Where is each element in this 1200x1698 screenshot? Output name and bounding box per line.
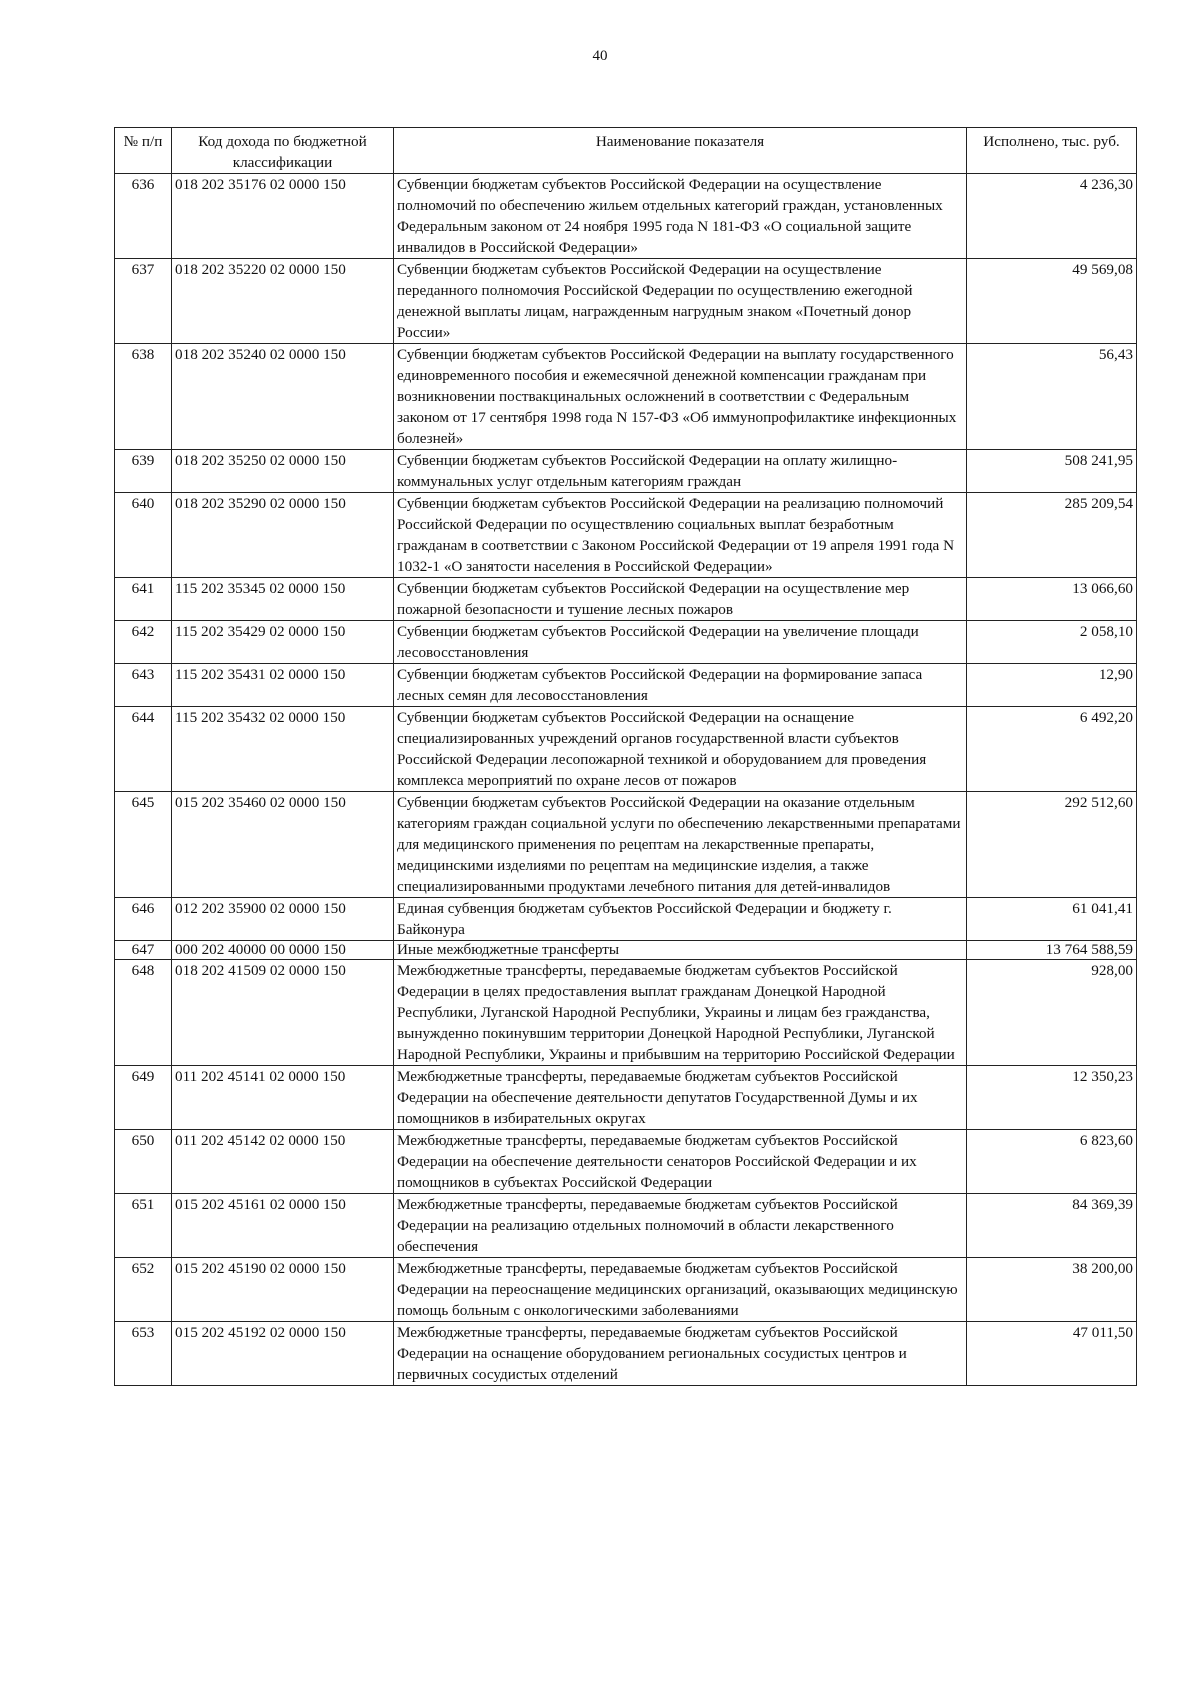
table-row (115, 707, 1137, 792)
revenue-code-cell: 115 202 35431 02 0000 150 (172, 664, 394, 707)
revenue-code-cell: 018 202 35240 02 0000 150 (172, 344, 394, 450)
row-number-cell: 647 (115, 941, 172, 960)
revenue-code-cell: 011 202 45142 02 0000 150 (172, 1130, 394, 1194)
header-row-number: № п/п (115, 128, 172, 174)
revenue-code-cell: 015 202 35460 02 0000 150 (172, 792, 394, 898)
indicator-name-cell: Межбюджетные трансферты, передаваемые бюджетам субъектов Российской Федерации в целях предоставления выплат гражданам Донецкой Народной Республики, Луганской Народной Республики, Украины и лицам без гражданства, вынужденно покинувшим территории Донецкой Народной Республики, Луганской Народной Республики, Украины и прибывшим на территорию Российской Федерации (394, 960, 967, 1066)
row-number-cell: 643 (115, 664, 172, 707)
table-row (115, 621, 1137, 664)
table-row (115, 1194, 1137, 1258)
table-row (115, 1130, 1137, 1194)
revenue-code-cell: 012 202 35900 02 0000 150 (172, 898, 394, 941)
executed-amount-cell: 12 350,23 (967, 1066, 1137, 1130)
indicator-name-cell: Межбюджетные трансферты, передаваемые бюджетам субъектов Российской Федерации на реализацию отдельных полномочий в области лекарственного обеспечения (394, 1194, 967, 1258)
table-header-row (115, 128, 1137, 174)
revenue-code-cell: 015 202 45161 02 0000 150 (172, 1194, 394, 1258)
indicator-name-cell: Субвенции бюджетам субъектов Российской Федерации на оплату жилищно-коммунальных услуг отдельным категориям граждан (394, 450, 967, 493)
row-number-cell: 646 (115, 898, 172, 941)
header-executed-amount: Исполнено, тыс. руб. (967, 128, 1137, 174)
executed-amount-cell: 38 200,00 (967, 1258, 1137, 1322)
executed-amount-cell: 61 041,41 (967, 898, 1137, 941)
executed-amount-cell: 49 569,08 (967, 259, 1137, 344)
indicator-name-cell: Межбюджетные трансферты, передаваемые бюджетам субъектов Российской Федерации на оснащение оборудованием региональных сосудистых центров и первичных сосудистых отделений (394, 1322, 967, 1386)
revenue-code-cell: 015 202 45192 02 0000 150 (172, 1322, 394, 1386)
executed-amount-cell: 4 236,30 (967, 174, 1137, 259)
header-indicator-name: Наименование показателя (394, 128, 967, 174)
row-number-cell: 648 (115, 960, 172, 1066)
table-row (115, 941, 1137, 960)
revenue-code-cell: 018 202 35290 02 0000 150 (172, 493, 394, 578)
table-body (115, 174, 1137, 1386)
executed-amount-cell: 6 823,60 (967, 1130, 1137, 1194)
table-row (115, 450, 1137, 493)
executed-amount-cell: 13 764 588,59 (967, 941, 1137, 960)
row-number-cell: 640 (115, 493, 172, 578)
row-number-cell: 651 (115, 1194, 172, 1258)
executed-amount-cell: 56,43 (967, 344, 1137, 450)
indicator-name-cell: Межбюджетные трансферты, передаваемые бюджетам субъектов Российской Федерации на обеспечение деятельности сенаторов Российской Федерации и их помощников в субъектах Российской Федерации (394, 1130, 967, 1194)
revenue-code-cell: 018 202 35220 02 0000 150 (172, 259, 394, 344)
executed-amount-cell: 6 492,20 (967, 707, 1137, 792)
executed-amount-cell: 13 066,60 (967, 578, 1137, 621)
row-number-cell: 636 (115, 174, 172, 259)
row-number-cell: 652 (115, 1258, 172, 1322)
revenue-code-cell: 018 202 35176 02 0000 150 (172, 174, 394, 259)
revenue-code-cell: 018 202 41509 02 0000 150 (172, 960, 394, 1066)
row-number-cell: 639 (115, 450, 172, 493)
executed-amount-cell: 508 241,95 (967, 450, 1137, 493)
indicator-name-cell: Межбюджетные трансферты, передаваемые бюджетам субъектов Российской Федерации на обеспечение деятельности депутатов Государственной Думы и их помощников в избирательных округах (394, 1066, 967, 1130)
indicator-name-cell: Субвенции бюджетам субъектов Российской Федерации на осуществление переданного полномочия Российской Федерации по осуществлению ежегодной денежной выплаты лицам, награжденным нагрудным знаком «Почетный донор России» (394, 259, 967, 344)
executed-amount-cell: 928,00 (967, 960, 1137, 1066)
indicator-name-cell: Межбюджетные трансферты, передаваемые бюджетам субъектов Российской Федерации на переоснащение медицинских организаций, оказывающих медицинскую помощь больным с онкологическими заболеваниями (394, 1258, 967, 1322)
indicator-name-cell: Субвенции бюджетам субъектов Российской Федерации на осуществление полномочий по обеспечению жильем отдельных категорий граждан, установленных Федеральным законом от 24 ноября 1995 года N 181-ФЗ «О социальной защите инвалидов в Российской Федерации» (394, 174, 967, 259)
table-row (115, 174, 1137, 259)
revenue-code-cell: 115 202 35429 02 0000 150 (172, 621, 394, 664)
row-number-cell: 649 (115, 1066, 172, 1130)
executed-amount-cell: 84 369,39 (967, 1194, 1137, 1258)
table-row (115, 1066, 1137, 1130)
table-row (115, 792, 1137, 898)
indicator-name-cell: Субвенции бюджетам субъектов Российской Федерации на оказание отдельным категориям граждан социальной услуги по обеспечению лекарственными препаратами для медицинского применения по рецептам на лекарственные препараты, медицинскими изделиями по рецептам на медицинские изделия, а также специализированными продуктами лечебного питания для детей-инвалидов (394, 792, 967, 898)
table-row (115, 898, 1137, 941)
revenue-code-cell: 018 202 35250 02 0000 150 (172, 450, 394, 493)
row-number-cell: 645 (115, 792, 172, 898)
row-number-cell: 642 (115, 621, 172, 664)
row-number-cell: 641 (115, 578, 172, 621)
revenue-code-cell: 115 202 35345 02 0000 150 (172, 578, 394, 621)
executed-amount-cell: 12,90 (967, 664, 1137, 707)
indicator-name-cell: Субвенции бюджетам субъектов Российской Федерации на увеличение площади лесовосстановления (394, 621, 967, 664)
table-row (115, 1258, 1137, 1322)
table-row (115, 259, 1137, 344)
revenue-code-cell: 015 202 45190 02 0000 150 (172, 1258, 394, 1322)
table-row (115, 1322, 1137, 1386)
table-row (115, 493, 1137, 578)
row-number-cell: 653 (115, 1322, 172, 1386)
header-revenue-code: Код дохода по бюджетной классификации (172, 128, 394, 174)
row-number-cell: 650 (115, 1130, 172, 1194)
revenue-code-cell: 115 202 35432 02 0000 150 (172, 707, 394, 792)
indicator-name-cell: Субвенции бюджетам субъектов Российской Федерации на выплату государственного единовременного пособия и ежемесячной денежной компенсации гражданам при возникновении поствакцинальных осложнений в соответствии с Федеральным законом от 17 сентября 1998 года N 157-ФЗ «Об иммунопрофилактике инфекционных болезней» (394, 344, 967, 450)
table-row (115, 960, 1137, 1066)
indicator-name-cell: Субвенции бюджетам субъектов Российской Федерации на осуществление мер пожарной безопасности и тушение лесных пожаров (394, 578, 967, 621)
table-row (115, 578, 1137, 621)
executed-amount-cell: 47 011,50 (967, 1322, 1137, 1386)
table-row (115, 344, 1137, 450)
indicator-name-cell: Единая субвенция бюджетам субъектов Российской Федерации и бюджету г. Байконура (394, 898, 967, 941)
executed-amount-cell: 2 058,10 (967, 621, 1137, 664)
page-number: 40 (592, 48, 608, 64)
row-number-cell: 638 (115, 344, 172, 450)
row-number-cell: 637 (115, 259, 172, 344)
indicator-name-cell: Иные межбюджетные трансферты (394, 941, 967, 960)
executed-amount-cell: 292 512,60 (967, 792, 1137, 898)
budget-revenue-table (114, 127, 1137, 1386)
indicator-name-cell: Субвенции бюджетам субъектов Российской Федерации на реализацию полномочий Российской Федерации по осуществлению социальных выплат безработным гражданам в соответствии с Законом Российской Федерации от 19 апреля 1991 года N 1032-1 «О занятости населения в Российской Федерации» (394, 493, 967, 578)
indicator-name-cell: Субвенции бюджетам субъектов Российской Федерации на оснащение специализированных учреждений органов государственной власти субъектов Российской Федерации лесопожарной техникой и оборудованием для проведения комплекса мероприятий по охране лесов от пожаров (394, 707, 967, 792)
table-row (115, 664, 1137, 707)
row-number-cell: 644 (115, 707, 172, 792)
indicator-name-cell: Субвенции бюджетам субъектов Российской Федерации на формирование запаса лесных семян для лесовосстановления (394, 664, 967, 707)
revenue-code-cell: 011 202 45141 02 0000 150 (172, 1066, 394, 1130)
revenue-code-cell: 000 202 40000 00 0000 150 (172, 941, 394, 960)
executed-amount-cell: 285 209,54 (967, 493, 1137, 578)
